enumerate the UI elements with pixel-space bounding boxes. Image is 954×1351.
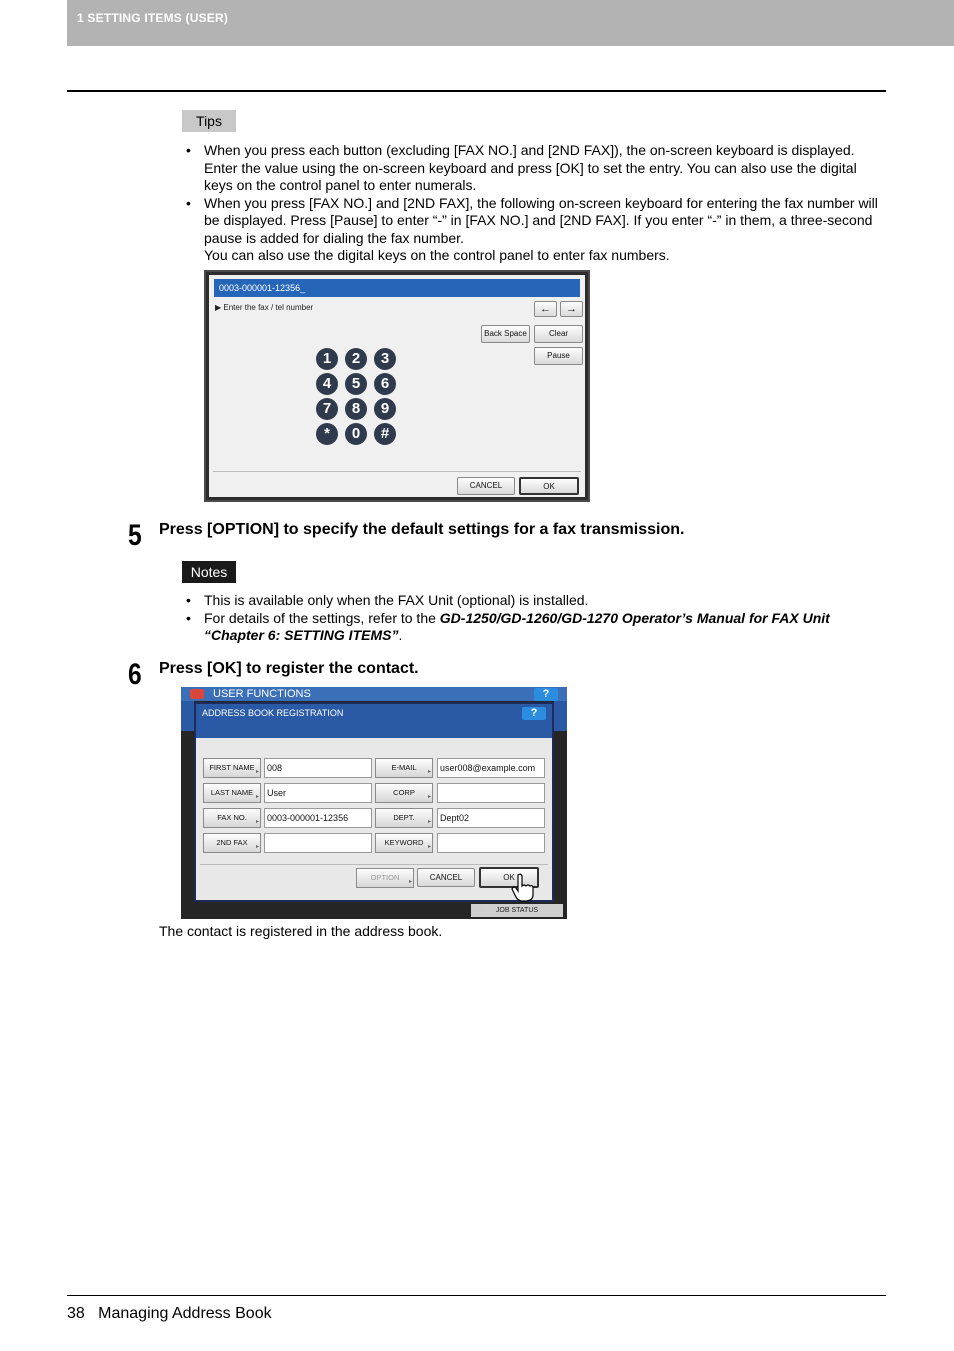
fax-number-input[interactable]: 0003-000001-12356_ bbox=[214, 279, 580, 297]
footer bbox=[67, 1305, 272, 1323]
dept-button[interactable]: DEPT. ▸ bbox=[375, 808, 433, 828]
notes-list bbox=[182, 592, 882, 645]
notes-item-2-suffix: . bbox=[398, 627, 403, 643]
step-5-text: Press [OPTION] to specify the default settings for a fax transmission. bbox=[159, 521, 685, 538]
user-functions-title: USER FUNCTIONS bbox=[213, 688, 311, 700]
keypad-divider bbox=[213, 471, 581, 472]
help-button-outer[interactable]: ? bbox=[534, 688, 558, 701]
section-title: 1 SETTING ITEMS (USER) bbox=[77, 11, 229, 25]
address-book-screenshot bbox=[181, 687, 567, 919]
ok-button-2[interactable]: OK bbox=[479, 867, 539, 888]
manual-reference: GD-1250/GD-1260/GD-1270 Operator’s Manual for FAX Unit “Chapter 6: SETTING ITEMS” bbox=[204, 609, 830, 643]
fax-keypad-panel bbox=[209, 275, 585, 497]
cancel-button[interactable]: CANCEL bbox=[457, 477, 515, 495]
tips-item-1: • When you press each button (excluding [FAX NO.] and [2ND FAX]), the on-screen keyboard is displayed. Enter the value using the on-screen keyboard and press [OK] to set the entry. You can also use the digital keys on the control panel to enter numerals. bbox=[182, 142, 882, 195]
first-name-field[interactable]: 008 bbox=[264, 758, 372, 778]
email-button[interactable]: E-MAIL ▸ bbox=[375, 758, 433, 778]
tips-item-2 bbox=[182, 195, 882, 265]
back-space-button[interactable]: Back Space bbox=[481, 325, 530, 343]
caption: The contact is registered in the address book. bbox=[159, 923, 443, 939]
key-1[interactable]: 1 bbox=[316, 348, 338, 370]
key-6[interactable]: 6 bbox=[374, 373, 396, 395]
clear-button[interactable]: Clear bbox=[534, 325, 583, 343]
address-book-dialog bbox=[194, 702, 554, 902]
dialog-title-band bbox=[196, 722, 552, 738]
side-strip bbox=[181, 701, 194, 731]
dialog-title: ADDRESS BOOK REGISTRATION bbox=[196, 704, 552, 722]
key-2[interactable]: 2 bbox=[345, 348, 367, 370]
cancel-button-2[interactable]: CANCEL bbox=[417, 868, 475, 887]
user-functions-icon bbox=[190, 689, 204, 699]
hand-pointer-icon bbox=[508, 872, 538, 902]
keyword-button[interactable]: KEYWORD ▸ bbox=[375, 833, 433, 853]
email-field[interactable]: user008@example.com bbox=[437, 758, 545, 778]
fax-prompt bbox=[215, 303, 313, 312]
step-6-text: Press [OK] to register the contact. bbox=[159, 660, 419, 677]
pause-button[interactable]: Pause bbox=[534, 347, 583, 365]
first-name-button[interactable]: FIRST NAME ▸ bbox=[203, 758, 261, 778]
corp-button[interactable]: CORP ▸ bbox=[375, 783, 433, 803]
side-strip-right bbox=[554, 701, 567, 731]
key-7[interactable]: 7 bbox=[316, 398, 338, 420]
step-5-number: 5 bbox=[128, 519, 142, 552]
footer-title: Managing Address Book bbox=[98, 1305, 272, 1322]
last-name-field[interactable]: User bbox=[264, 783, 372, 803]
notes-item-2 bbox=[182, 610, 882, 645]
top-rule bbox=[67, 90, 886, 92]
keyword-field[interactable] bbox=[437, 833, 545, 853]
key-0[interactable]: 0 bbox=[345, 423, 367, 445]
right-arrow-button[interactable]: → bbox=[560, 301, 583, 317]
second-fax-button[interactable]: 2ND FAX ▸ bbox=[203, 833, 261, 853]
key-9[interactable]: 9 bbox=[374, 398, 396, 420]
dept-field[interactable]: Dept02 bbox=[437, 808, 545, 828]
page-number: 38 bbox=[67, 1305, 85, 1322]
left-arrow-button[interactable]: ← bbox=[534, 301, 557, 317]
tips-item-2-text: When you press [FAX NO.] and [2ND FAX], the following on-screen keyboard for entering the fax number will be displayed. Press [Pause] to enter “-” in [FAX NO.] and [2ND FAX]. If you enter “-” in them, a three-second pause is added for dialing the fax number. bbox=[204, 194, 878, 246]
corp-field[interactable] bbox=[437, 783, 545, 803]
bottom-rule bbox=[67, 1295, 886, 1296]
ok-button[interactable]: OK bbox=[519, 477, 579, 495]
step-6-number: 6 bbox=[128, 658, 142, 691]
option-button[interactable]: OPTION ▸ bbox=[356, 868, 414, 888]
fax-prompt-text: Enter the fax / tel number bbox=[223, 303, 314, 312]
notes-label: Notes bbox=[182, 561, 236, 583]
play-icon: ▶ bbox=[215, 303, 222, 312]
help-button[interactable]: ? bbox=[522, 707, 546, 720]
notes-item-1: • This is available only when the FAX Unit (optional) is installed. bbox=[182, 592, 882, 610]
key-5[interactable]: 5 bbox=[345, 373, 367, 395]
tips-label: Tips bbox=[182, 110, 236, 132]
user-functions-bar bbox=[181, 687, 567, 701]
tips-extra-line: You can also use the digital keys on the control panel to enter fax numbers. bbox=[204, 247, 670, 263]
dialog-divider bbox=[200, 864, 548, 865]
fax-no-button[interactable]: FAX NO. ▸ bbox=[203, 808, 261, 828]
key-hash[interactable]: # bbox=[374, 423, 396, 445]
second-fax-field[interactable] bbox=[264, 833, 372, 853]
tips-list bbox=[182, 142, 882, 265]
key-4[interactable]: 4 bbox=[316, 373, 338, 395]
key-8[interactable]: 8 bbox=[345, 398, 367, 420]
fax-no-field[interactable]: 0003-000001-12356 bbox=[264, 808, 372, 828]
key-asterisk[interactable]: * bbox=[316, 423, 338, 445]
fax-keypad-screenshot bbox=[204, 270, 590, 502]
key-3[interactable]: 3 bbox=[374, 348, 396, 370]
last-name-button[interactable]: LAST NAME ▸ bbox=[203, 783, 261, 803]
job-status-button[interactable]: JOB STATUS bbox=[471, 904, 563, 917]
notes-item-2-prefix: For details of the settings, refer to the bbox=[204, 609, 440, 626]
status-time: 09:02 bbox=[471, 908, 487, 914]
